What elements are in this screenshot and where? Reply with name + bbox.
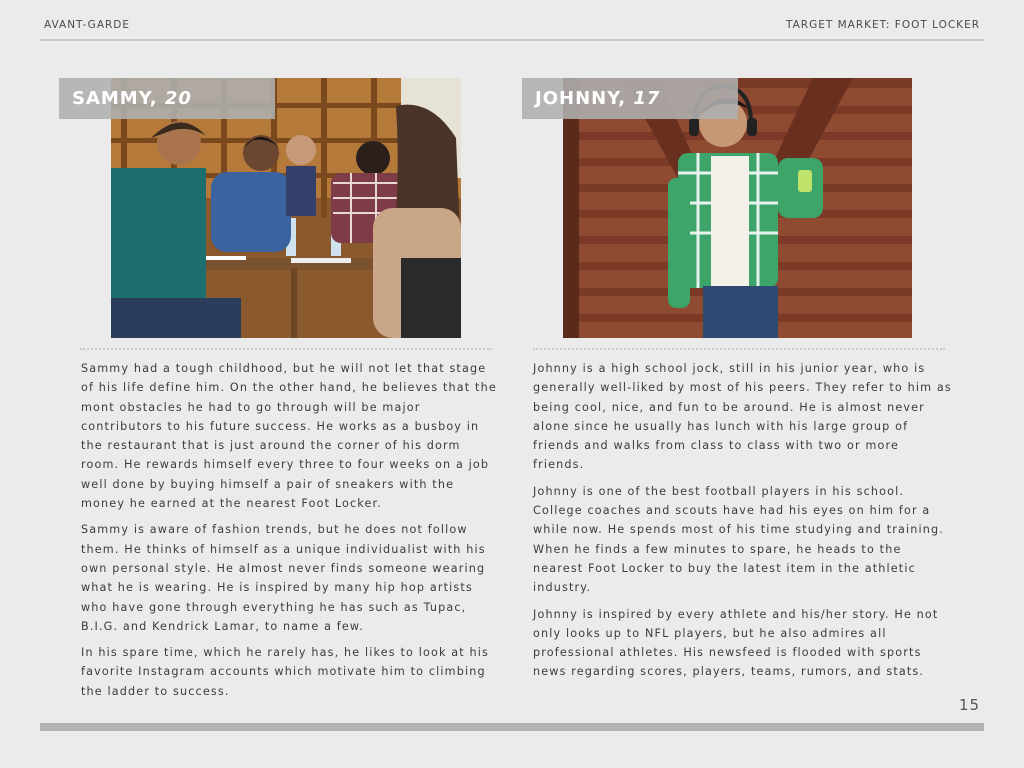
persona-name: JOHNNY,	[535, 88, 634, 109]
section-title: TARGET MARKET: FOOT LOCKER	[786, 19, 980, 31]
paragraph: Johnny is inspired by every athlete and his/her story. He not only looks up to NFL players, but he also admires all professional athletes. His newsfeed is flooded with sports news regarding scores, players, teams, rumors, and stats.	[533, 607, 939, 679]
document-brand: AVANT-GARDE	[44, 19, 131, 31]
paragraph: Johnny is a high school jock, still in his junior year, who is generally well-liked by most of his peers. They refer to him as being cool, nice, and fun to be around. He is almost never alone since he usually has lunch with his large group of friends and walks from class to class with two or more friends.	[533, 362, 952, 472]
paragraph: In his spare time, which he rarely has, he likes to look at his favorite Instagram accounts which motivate him to climbing the ladder to success.	[81, 646, 490, 698]
johnny-description	[533, 359, 953, 689]
sammy-description	[81, 359, 501, 708]
footer-bar	[40, 723, 984, 731]
johnny-name-tag	[522, 78, 738, 119]
johnny-divider	[533, 348, 945, 350]
persona-age: 17	[633, 88, 661, 109]
persona-name: SAMMY,	[72, 88, 165, 109]
paragraph: Johnny is one of the best football players in his school. College coaches and scouts have had his eyes on him for a while now. He spends most of his time studying and training. When he finds a few minutes to spare, he heads to the nearest Foot Locker to buy the latest item in the athletic industry.	[533, 484, 944, 595]
sammy-divider	[80, 348, 492, 350]
paragraph: Sammy is aware of fashion trends, but he does not follow them. He thinks of himself as a unique individualist with his own personal style. He almost never finds someone wearing what he is wearing. He is inspired by many hip hop artists who have gone through everything he has such as Tupac, B.I.G. and Kendrick Lamar, to name a few.	[81, 523, 486, 633]
persona-age: 20	[164, 88, 192, 109]
page-number: 15	[958, 696, 980, 714]
paragraph: Sammy had a tough childhood, but he will not let that stage of his life define him. On the other hand, he believes that the mont obstacles he had to go through will be major contributors to his future success. He works as a busboy in the restaurant that is just around the corner of his dorm room. He rewards himself every three to four weeks on a job well done by buying himself a pair of sneakers with the money he earned at the nearest Foot Locker.	[81, 362, 497, 511]
sammy-name-tag	[59, 78, 275, 119]
header-divider	[40, 39, 984, 41]
